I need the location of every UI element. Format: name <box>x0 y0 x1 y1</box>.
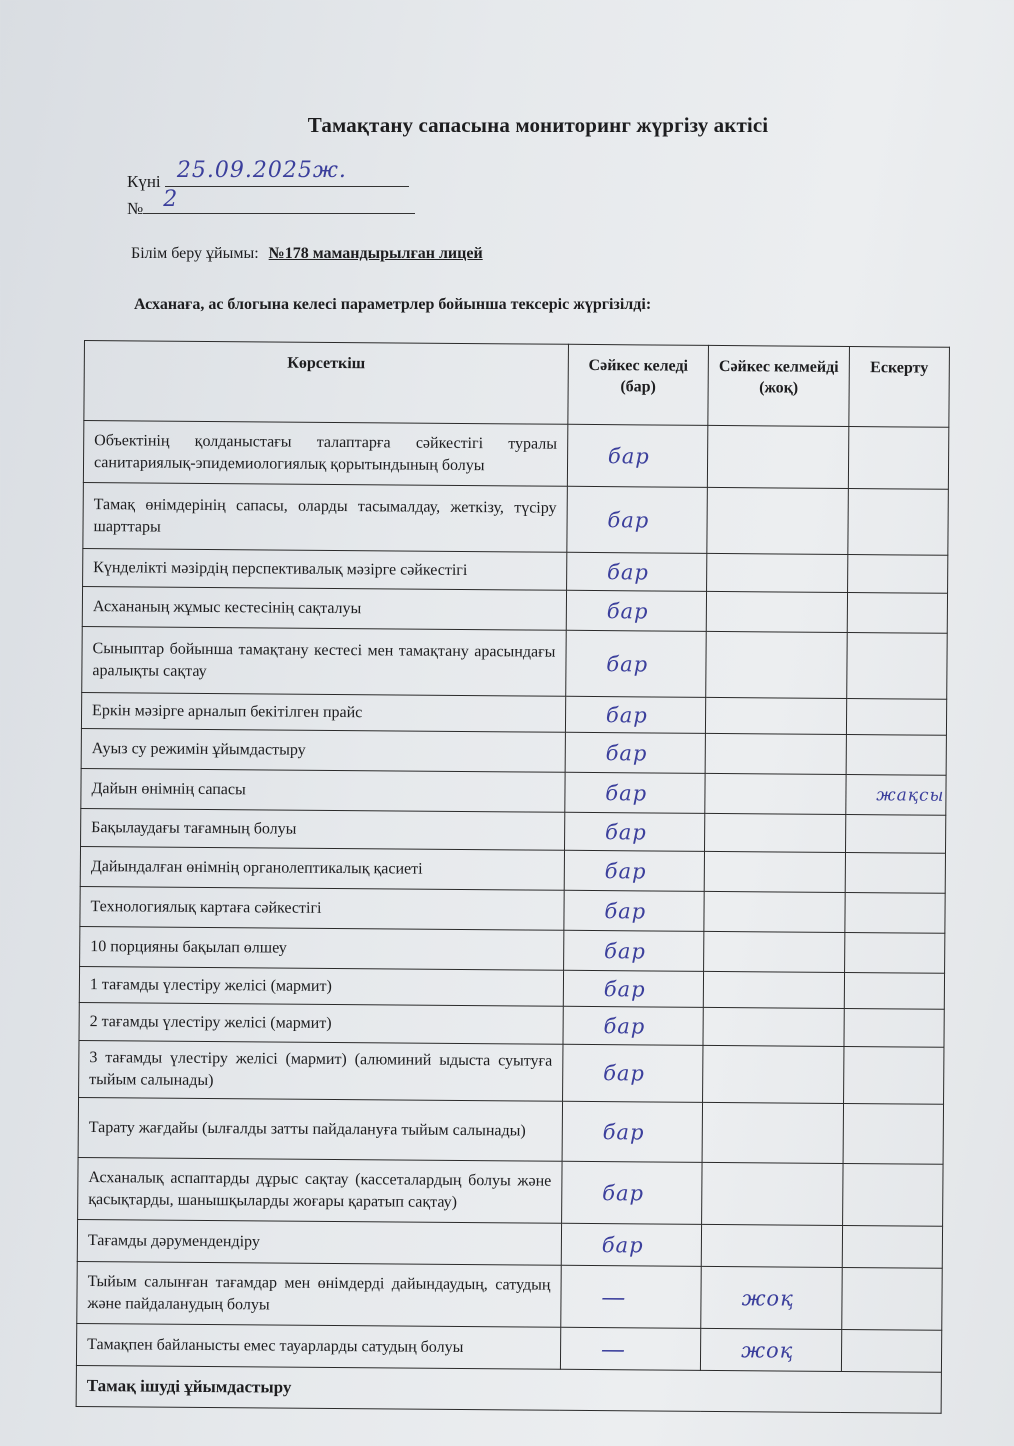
complies-cell <box>564 890 705 931</box>
note-cell <box>844 932 944 973</box>
note-cell <box>842 1163 943 1226</box>
indicator-cell: Асхананың жұмыс кестесінің сақталуы <box>82 586 566 630</box>
complies-cell <box>562 1044 703 1102</box>
not-complies-cell <box>707 487 848 554</box>
indicator-cell: Ауыз су режимін ұйымдастыру <box>81 728 565 772</box>
indicator-cell: Сыныптар бойынша тамақтану кестесі мен тамақтану арасындағы аралықты сақтау <box>82 626 566 696</box>
number-label: № <box>127 199 144 218</box>
not-complies-cell <box>703 1045 844 1103</box>
number-field <box>127 187 415 219</box>
note-cell <box>843 1046 944 1104</box>
organization-label: Білім беру ұйымы: <box>131 245 259 262</box>
indicator-cell: Тамақ өнімдерінің сапасы, оларды тасымалдау, жеткізу, түсіру шарттары <box>83 482 567 552</box>
note-cell <box>847 593 947 634</box>
complies-value: бар <box>604 898 647 923</box>
indicator-cell: Тарату жағдайы (ылғалды затты пайдалануға тыйым салынады) <box>78 1097 562 1161</box>
not-complies-cell <box>704 931 845 972</box>
section-title: Тамақ ішуді ұйымдастыру <box>76 1365 941 1413</box>
complies-cell <box>566 552 707 591</box>
note-cell <box>847 633 948 700</box>
not-complies-cell <box>704 851 845 892</box>
complies-cell <box>566 630 707 697</box>
not-complies-cell <box>707 553 848 592</box>
table-row <box>80 926 945 973</box>
table-row <box>78 1157 943 1226</box>
indicator-cell: Асханалық аспаптарды дұрыс сақтау (кассеталардың болуы және қасықтарды, шанышқыларды жоғары қаратып сақтау) <box>78 1157 562 1223</box>
complies-value: — <box>601 1282 627 1311</box>
indicator-cell: Тыйым салынған тағамдар мен өнімдерді дайындаудың, сатудың және пайдаланудың болуы <box>77 1261 561 1327</box>
date-label: Күні <box>127 172 161 191</box>
complies-cell <box>566 590 707 631</box>
organization-field <box>131 245 483 263</box>
indicator-cell: Дайындалған өнімнің органолептикалық қасиеті <box>80 846 564 890</box>
document-title: Тамақтану сапасына мониторинг жүргізу актісі <box>307 113 769 137</box>
not-complies-cell <box>701 1224 842 1267</box>
note-cell <box>845 892 945 933</box>
section-row <box>76 1365 941 1413</box>
note-cell <box>844 972 944 1009</box>
table-row <box>80 886 945 933</box>
not-complies-value: жоқ <box>741 1285 794 1311</box>
not-complies-cell <box>701 1328 842 1371</box>
complies-value: бар <box>605 702 648 727</box>
table-row <box>77 1219 942 1268</box>
indicator-cell: Бақылаудағы тағамның болуы <box>81 808 565 850</box>
note-value: жақсы <box>876 784 945 806</box>
note-cell <box>842 1267 943 1330</box>
indicator-cell: Күнделікті мәзірдің перспективалық мәзірге сәйкестігі <box>83 548 567 590</box>
header-not-complies: Сәйкес келмейді (жоқ) <box>708 345 849 426</box>
complies-cell <box>567 486 708 553</box>
note-cell <box>846 734 946 775</box>
not-complies-cell <box>705 733 846 774</box>
not-complies-cell <box>706 631 847 698</box>
not-complies-value: жоқ <box>741 1337 794 1363</box>
header-note: Ескерту <box>849 347 950 428</box>
complies-value: бар <box>605 780 648 805</box>
table-row <box>83 421 948 490</box>
not-complies-cell <box>702 1162 843 1225</box>
note-cell <box>848 489 949 556</box>
complies-cell <box>562 1101 703 1162</box>
complies-value: бар <box>604 819 647 844</box>
header-indicator: Көрсеткіш <box>84 341 568 425</box>
not-complies-cell <box>701 1266 842 1329</box>
not-complies-cell <box>703 971 844 1008</box>
complies-value: бар <box>602 1119 645 1144</box>
note-cell <box>847 555 947 594</box>
note-cell <box>844 1008 944 1047</box>
inspection-subtitle: Асханаға, ас блогына келесі параметрлер бойынша тексеріс жүргізілді: <box>134 296 652 313</box>
complies-value: бар <box>606 651 649 676</box>
table-row <box>80 846 945 893</box>
date-line <box>165 158 409 187</box>
complies-value: бар <box>603 1061 646 1086</box>
complies-value: бар <box>604 938 646 963</box>
complies-value: бар <box>603 976 646 1001</box>
complies-cell <box>560 1327 701 1370</box>
not-complies-cell <box>705 773 846 814</box>
complies-cell <box>561 1223 702 1266</box>
date-value: 25.09.2025ж. <box>176 158 347 183</box>
table-row <box>82 626 947 699</box>
indicator-cell: Еркін мәзірге арналып бекітілген прайс <box>81 692 565 732</box>
indicator-cell: Тамақпен байланысты емес тауарларды сатудың болуы <box>76 1323 560 1369</box>
complies-cell <box>564 812 705 851</box>
table-header-row <box>84 341 950 428</box>
not-complies-cell <box>706 591 847 632</box>
note-cell <box>843 1103 944 1164</box>
organization-value: №178 мамандырылған лицей <box>268 245 483 262</box>
complies-value: бар <box>606 559 649 584</box>
note-cell <box>846 774 946 815</box>
table-row <box>78 1097 943 1164</box>
not-complies-cell <box>707 425 848 488</box>
not-complies-cell <box>705 813 846 852</box>
note-cell <box>845 814 945 853</box>
note-cell <box>848 427 949 490</box>
complies-cell <box>565 732 706 773</box>
complies-value: бар <box>601 1232 644 1257</box>
complies-cell <box>565 696 706 733</box>
complies-cell <box>564 850 705 891</box>
complies-value: бар <box>605 740 648 765</box>
complies-value: бар <box>604 858 647 883</box>
indicator-cell: 3 тағамды үлестіру желісі (мармит) (алюминий ыдыста суытуға тыйым салынады) <box>79 1040 563 1101</box>
table-row <box>79 1040 944 1104</box>
number-line <box>143 187 415 214</box>
indicator-cell: Технологиялық картаға сәйкестігі <box>80 886 564 930</box>
complies-value: — <box>600 1334 627 1363</box>
indicator-cell: Дайын өнімнің сапасы <box>81 768 565 812</box>
complies-value: бар <box>607 443 650 468</box>
indicator-cell: 10 порцияны бақылап өлшеу <box>80 926 564 970</box>
not-complies-cell <box>702 1102 843 1163</box>
table-row <box>76 1323 941 1372</box>
note-cell <box>846 699 946 736</box>
header-complies: Сәйкес келеді (бар) <box>568 344 709 425</box>
not-complies-cell <box>703 1007 844 1046</box>
indicator-cell: Тағамды дәрумендендіру <box>77 1219 561 1265</box>
table-row <box>82 586 947 633</box>
inspection-table <box>76 340 950 1414</box>
note-cell <box>841 1329 941 1372</box>
indicator-cell: Объектінің қолданыстағы талаптарға сәйкестігі туралы санитариялық-эпидемиологиялық қорытындының болуы <box>83 421 567 487</box>
complies-cell <box>561 1161 702 1224</box>
not-complies-cell <box>704 891 845 932</box>
note-cell <box>842 1225 942 1268</box>
table-row <box>83 482 948 555</box>
complies-cell <box>563 930 704 971</box>
complies-value: бар <box>602 1180 645 1205</box>
complies-cell <box>565 772 706 813</box>
note-cell <box>845 852 945 893</box>
table-row <box>81 728 946 775</box>
not-complies-cell <box>706 697 847 734</box>
complies-cell <box>563 970 704 1007</box>
table-row <box>77 1261 942 1330</box>
complies-cell <box>567 424 708 487</box>
indicator-cell: 1 тағамды үлестіру желісі (мармит) <box>79 966 563 1006</box>
complies-cell <box>563 1006 704 1045</box>
table-row <box>81 768 946 815</box>
complies-value: бар <box>607 507 650 532</box>
number-value: 2 <box>163 187 179 212</box>
indicator-cell: 2 тағамды үлестіру желісі (мармит) <box>79 1002 563 1044</box>
complies-cell <box>561 1265 702 1328</box>
complies-value: бар <box>606 598 649 623</box>
complies-value: бар <box>603 1013 646 1038</box>
